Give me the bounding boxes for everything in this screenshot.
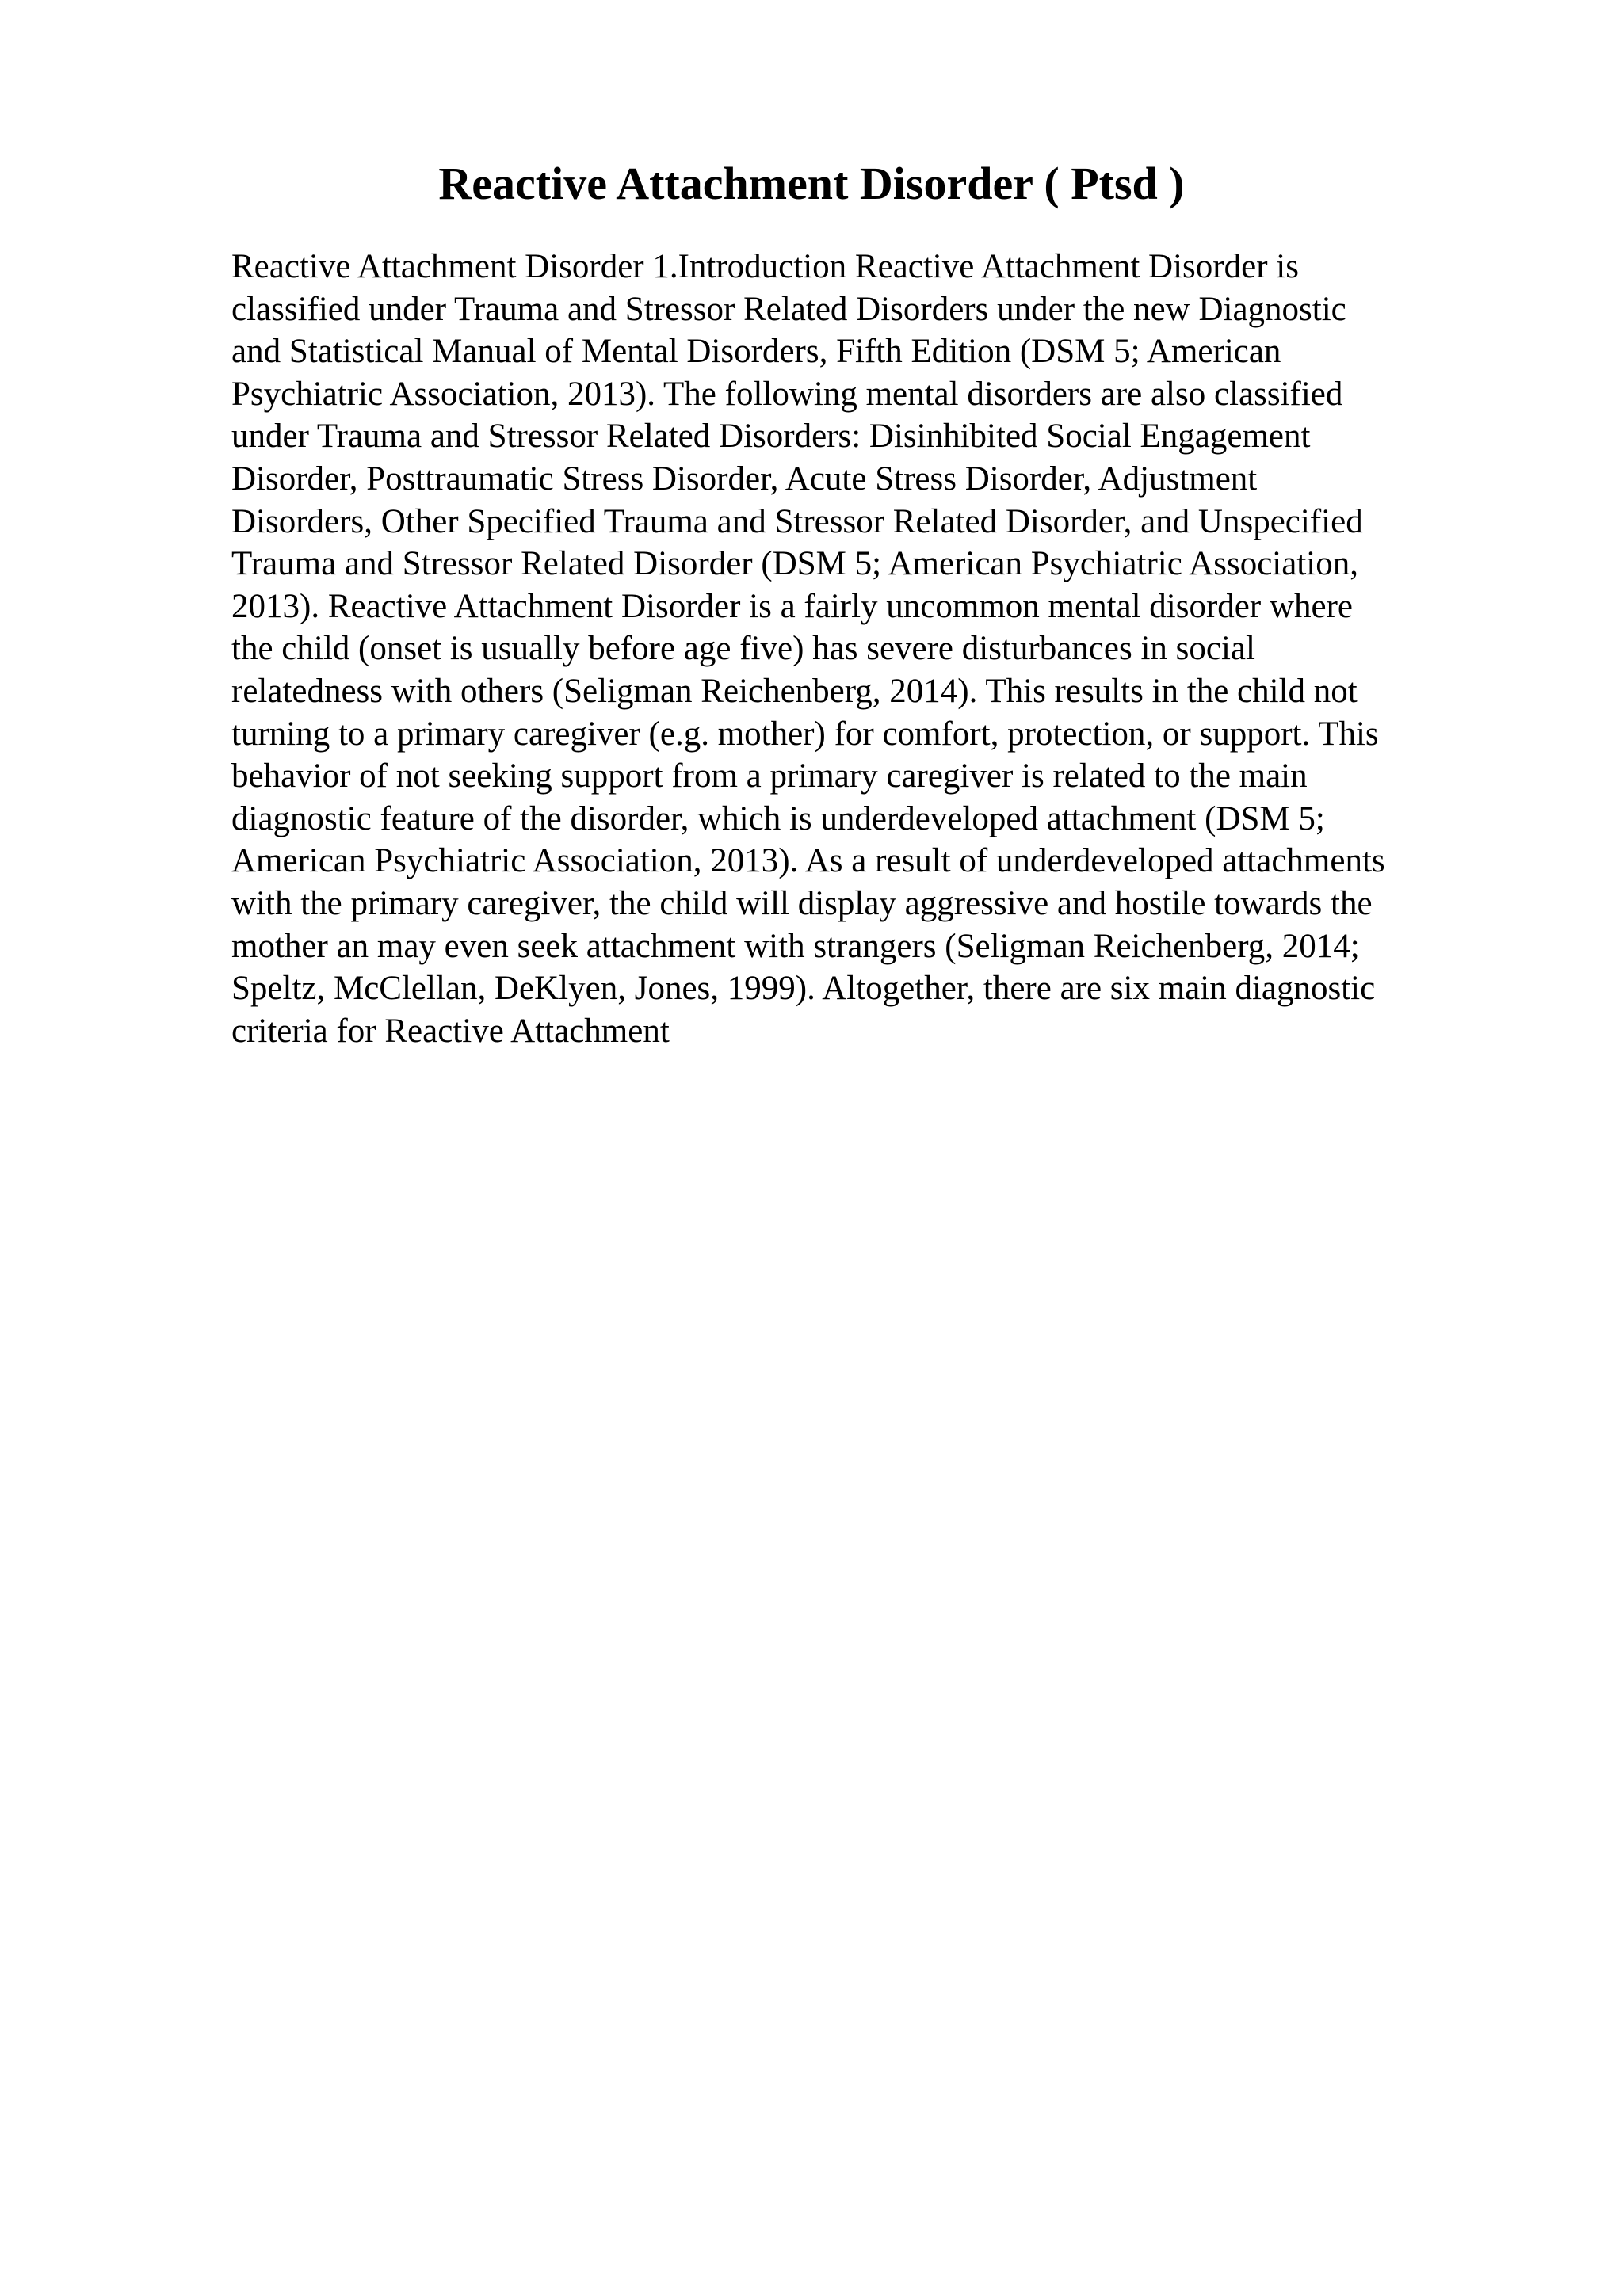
body-line: Speltz, McClellan, DeKlyen, Jones, 1999). Altogether, there are six main diagnostic xyxy=(231,970,1376,1008)
body-line: Disorders, Other Specified Trauma and Stressor Related Disorder, and Unspecified xyxy=(231,502,1363,540)
body-line: Reactive Attachment Disorder 1.Introduction Reactive Attachment Disorder is xyxy=(231,248,1299,285)
body-line: behavior of not seeking support from a primary caregiver is related to the main xyxy=(231,757,1308,795)
body-line: turning to a primary caregiver (e.g. mother) for comfort, protection, or support. This xyxy=(231,715,1379,753)
document-title: Reactive Attachment Disorder ( Ptsd ) xyxy=(438,158,1185,209)
body-line: the child (onset is usually before age five) has severe disturbances in social xyxy=(231,630,1255,668)
body-line: mother an may even seek attachment with strangers (Seligman Reichenberg, 2014; xyxy=(231,927,1360,965)
body-line: and Statistical Manual of Mental Disorders, Fifth Edition (DSM 5; American xyxy=(231,333,1281,371)
body-line: with the primary caregiver, the child will display aggressive and hostile towards the xyxy=(231,884,1373,922)
body-line: classified under Trauma and Stressor Related Disorders under the new Diagnostic xyxy=(231,290,1346,328)
body-line: Psychiatric Association, 2013). The following mental disorders are also classified xyxy=(231,375,1343,413)
body-line: Disorder, Posttraumatic Stress Disorder, Acute Stress Disorder, Adjustment xyxy=(231,460,1258,498)
body-line: 2013). Reactive Attachment Disorder is a fairly uncommon mental disorder where xyxy=(231,587,1353,625)
body-line: American Psychiatric Association, 2013). As a result of underdeveloped attachments xyxy=(231,842,1385,880)
body-line: under Trauma and Stressor Related Disorders: Disinhibited Social Engagement xyxy=(231,418,1311,456)
body-paragraph xyxy=(231,246,1531,1052)
body-line: Trauma and Stressor Related Disorder (DSM 5; American Psychiatric Association, xyxy=(231,545,1358,583)
body-line: relatedness with others (Seligman Reichenberg, 2014). This results in the child not xyxy=(231,672,1358,710)
body-line: diagnostic feature of the disorder, which is underdeveloped attachment (DSM 5; xyxy=(231,799,1325,837)
body-line: criteria for Reactive Attachment xyxy=(231,1012,670,1050)
